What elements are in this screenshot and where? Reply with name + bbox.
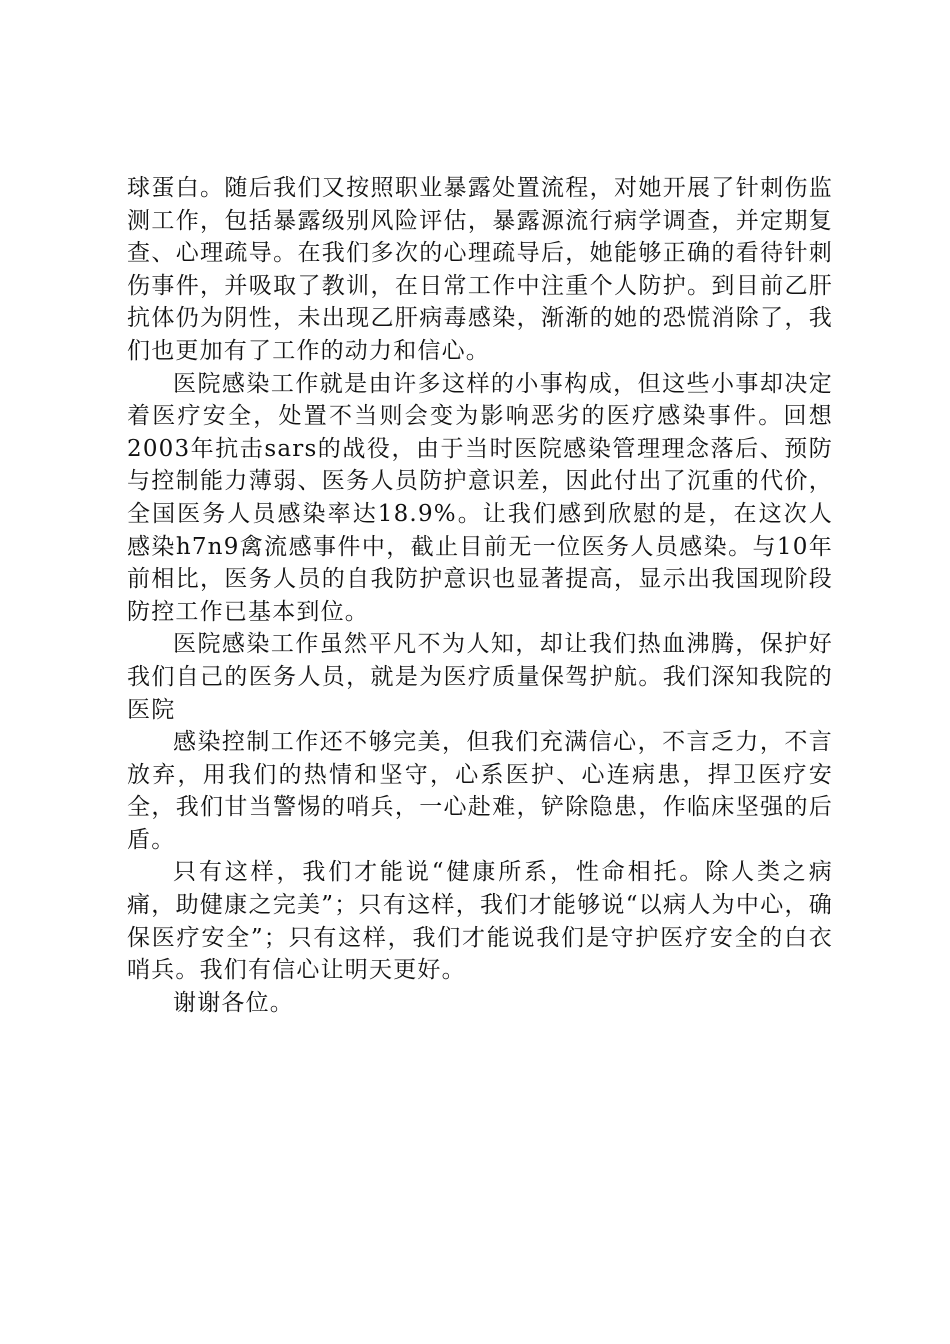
paragraph-infection-work: 医院感染工作就是由许多这样的小事构成，但这些小事却决定着医疗安全，处置不当则会变为影响恶劣的医疗感染事件。回想2003年抗击sars的战役，由于当时医院感染管理理念落后、预防与控制能力薄弱、医务人员防护意识差，因此付出了沉重的代价，全国医务人员感染率达18.9%。让我们感到欣慰的是，在这次人感染h7n9禽流感事件中，截止目前无一位医务人员感染。与10年前相比，医务人员的自我防护意识也显著提高，显示出我国现阶段防控工作已基本到位。 (127, 370, 833, 625)
paragraph-only-this-way: 只有这样，我们才能说“健康所系，性命相托。除人类之病痛，助健康之完美”；只有这样，我们才能够说“以病人为中心，确保医疗安全”；只有这样，我们才能说我们是守护医疗安全的白衣哨兵。我们有信心让明天更好。 (127, 859, 833, 984)
paragraph-infection-control: 感染控制工作还不够完美，但我们充满信心，不言乏力，不言放弃，用我们的热情和坚守，心系医护、心连病患，捍卫医疗安全，我们甘当警惕的哨兵，一心赴难，铲除隐患，作临床坚强的后盾。 (127, 729, 833, 853)
paragraph-protect-staff: 医院感染工作虽然平凡不为人知，却让我们热血沸腾，保护好我们自己的医务人员，就是为医疗质量保驾护航。我们深知我院的医院 (127, 631, 833, 723)
document-body (127, 172, 833, 1019)
paragraph-continuation: 球蛋白。随后我们又按照职业暴露处置流程，对她开展了针刺伤监测工作，包括暴露级别风险评估，暴露源流行病学调查，并定期复查、心理疏导。在我们多次的心理疏导后，她能够正确的看待针刺伤事件，并吸取了教训，在日常工作中注重个人防护。到目前乙肝抗体仍为阴性，未出现乙肝病毒感染，渐渐的她的恐慌消除了，我们也更加有了工作的动力和信心。 (127, 175, 833, 364)
paragraph-thanks: 谢谢各位。 (173, 989, 294, 1016)
